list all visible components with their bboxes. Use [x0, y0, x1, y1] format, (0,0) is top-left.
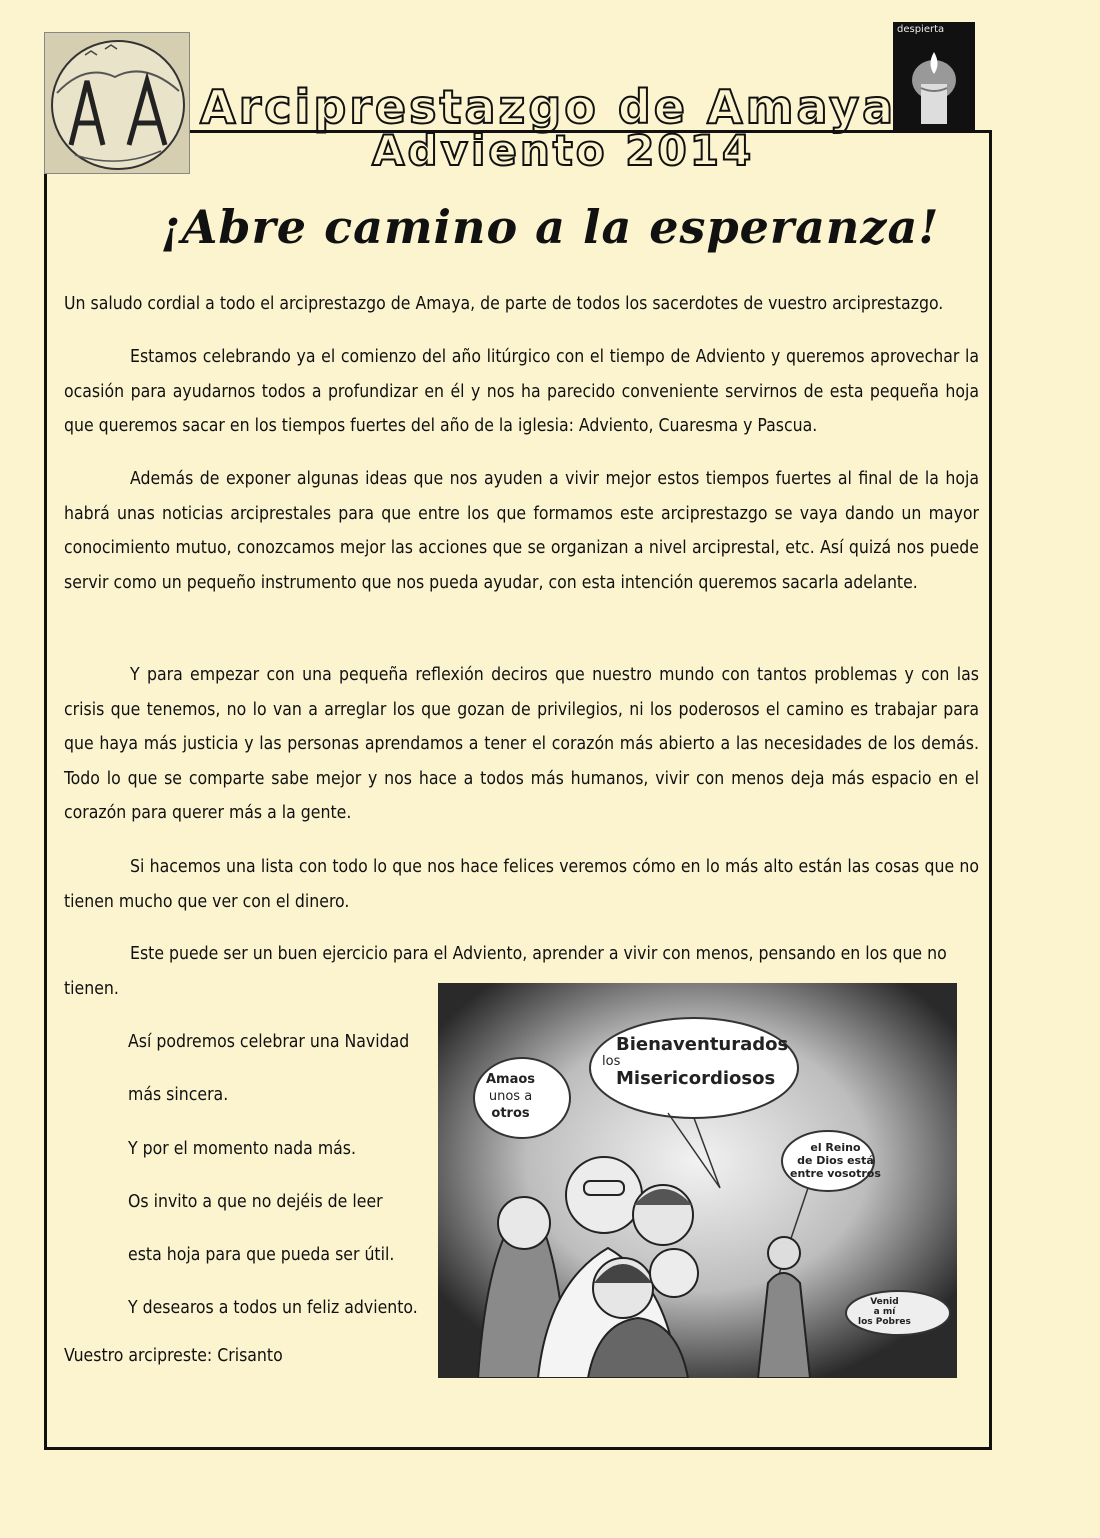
- header-subtitle: Adviento 2014: [372, 126, 755, 175]
- bubble-bienaventurados-line1: Bienaventurados: [616, 1034, 789, 1055]
- bubble-venid-line1: Venid: [870, 1297, 899, 1307]
- paragraph-4: Si hacemos una lista con todo lo que nos hace felices veremos cómo en lo más alto están las cosas que no tienen mucho que ver con el dinero.: [64, 857, 979, 912]
- bubble-bienaventurados: [602, 1035, 788, 1089]
- logo-emblem-icon: [45, 33, 190, 174]
- closing-line-1: Así podremos celebrar una Navidad: [128, 1032, 410, 1052]
- closing-line-5: esta hoja para que pueda ser útil.: [128, 1245, 395, 1265]
- closing-line-2: más sincera.: [128, 1085, 229, 1105]
- bubble-bienaventurados-line3: Misericordiosos: [616, 1068, 776, 1089]
- paragraph-1: Estamos celebrando ya el comienzo del año litúrgico con el tiempo de Adviento y queremos aprovechar la ocasión para ayudarnos todos a profundizar en él y nos ha parecido conveniente servirnos de esta pequeña hoja que queremos sacar en los tiempos fuertes del año de la iglesia: Adviento, Cuaresma y Pascua.: [64, 347, 979, 436]
- paragraph-3: Y para empezar con una pequeña reflexión deciros que nuestro mundo con tantos problemas y con las crisis que tenemos, no lo van a arreglar los que gozan de privilegios, ni los poderosos el camino es trabajar para que haya más justicia y las personas aprendamos a tener el corazón más abierto a las necesidades de los demás. Todo lo que se comparte sabe mejor y nos hace a todos más humanos, vivir con menos deja más espacio en el corazón para querer más a la gente.: [64, 665, 979, 823]
- advent-illustration: [438, 983, 957, 1378]
- closing-line-6: Y desearos a todos un feliz adviento.: [128, 1298, 418, 1318]
- page-headline: ¡Abre camino a la esperanza!: [160, 200, 940, 254]
- bubble-reino-line3: entre vosotros: [790, 1167, 881, 1180]
- candle-icon: [893, 22, 975, 132]
- closing-line-4: Os invito a que no dejéis de leer: [128, 1192, 383, 1212]
- despierta-logo: [893, 22, 975, 132]
- bubble-venid-line2: a mí: [873, 1307, 896, 1317]
- arciprestazgo-logo: [44, 32, 190, 174]
- bubble-amaos-line2: unos a: [488, 1089, 533, 1104]
- bubble-amaos: [486, 1071, 535, 1122]
- bubble-reino-line2: de Dios está: [797, 1154, 874, 1167]
- bubble-amaos-line1: Amaos: [486, 1072, 536, 1087]
- header-title: Arciprestazgo de Amaya: [200, 80, 897, 134]
- despierta-label: despierta: [897, 24, 945, 35]
- bubble-amaos-line3: otros: [491, 1106, 530, 1121]
- paragraph-5: Este puede ser un buen ejercicio para el Adviento, aprender a vivir con menos, pensando en los que no tienen.: [64, 944, 947, 999]
- bubble-venid: [858, 1297, 911, 1327]
- closing-line-3: Y por el momento nada más.: [128, 1139, 357, 1159]
- paragraph-2: Además de exponer algunas ideas que nos ayuden a vivir mejor estos tiempos fuertes al final de la hoja habrá unas noticias arciprestales para que entre los que formamos este arciprestazgo se vaya dando un mayor conocimiento mutuo, conozcamos mejor las acciones que se organizan a nivel arciprestal, etc. Así quizá nos puede servir como un pequeño instrumento que nos pueda ayudar, con esta intención queremos sacarla adelante.: [64, 469, 979, 593]
- signature: Vuestro arcipreste: Crisanto: [64, 1346, 283, 1366]
- bubble-venid-line3: los Pobres: [858, 1317, 911, 1327]
- intro-paragraph: Un saludo cordial a todo el arciprestazgo de Amaya, de parte de todos los sacerdotes de vuestro arciprestazgo.: [64, 294, 944, 314]
- bubble-bienaventurados-line2: los: [602, 1054, 621, 1069]
- bubble-reino-line1: el Reino: [810, 1141, 861, 1154]
- bubble-reino: [790, 1141, 881, 1180]
